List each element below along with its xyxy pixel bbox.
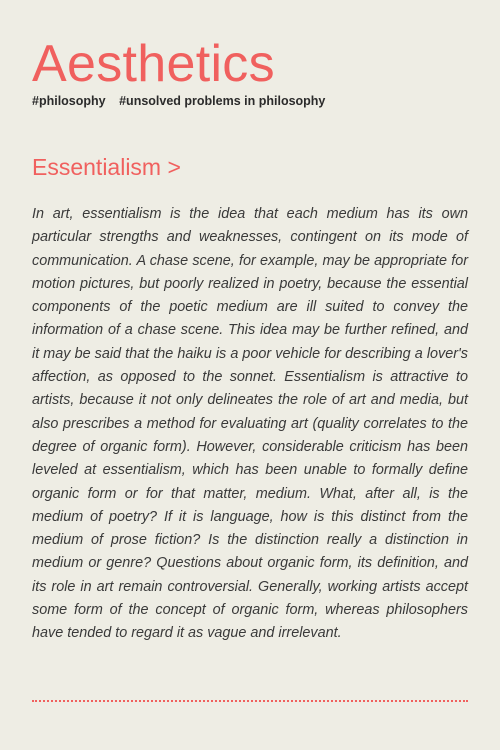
tag-philosophy[interactable]: #philosophy (32, 94, 106, 108)
page-title: Aesthetics (32, 35, 275, 93)
tag-list (32, 93, 472, 109)
section-heading-link[interactable]: Essentialism > (32, 154, 181, 180)
tag-unsolved-problems[interactable]: #unsolved problems in philosophy (119, 94, 326, 108)
dotted-divider (32, 700, 468, 702)
page-header (32, 36, 472, 109)
article-body: In art, essentialism is the idea that each medium has its own particular strengths and weaknesses, contingent on its mode of communication. A chase scene, for example, may be appropriate for motion pictures, but poorly realized in poetry, because the essential components of the poetic medium are ill suited to convey the information of a chase scene. This idea may be further refined, and it may be said that the haiku is a poor vehicle for describing a lover's affection, as opposed to the sonnet. Essentialism is attractive to artists, because it not only delineates the role of art and media, but also prescribes a method for evaluating art (quality correlates to the degree of organic form). However, considerable criticism has been leveled at essentialism, which has been unable to formally define organic form or for that matter, medium. What, after all, is the medium of poetry? If it is language, how is this distinct from the medium of prose fiction? Is the distinction really a distinction in medium or genre? Questions about organic form, its definition, and its role in art remain controversial. Generally, working artists accept some form of the concept of organic form, whereas philosophers have tended to regard it as vague and irrelevant. (32, 206, 468, 642)
